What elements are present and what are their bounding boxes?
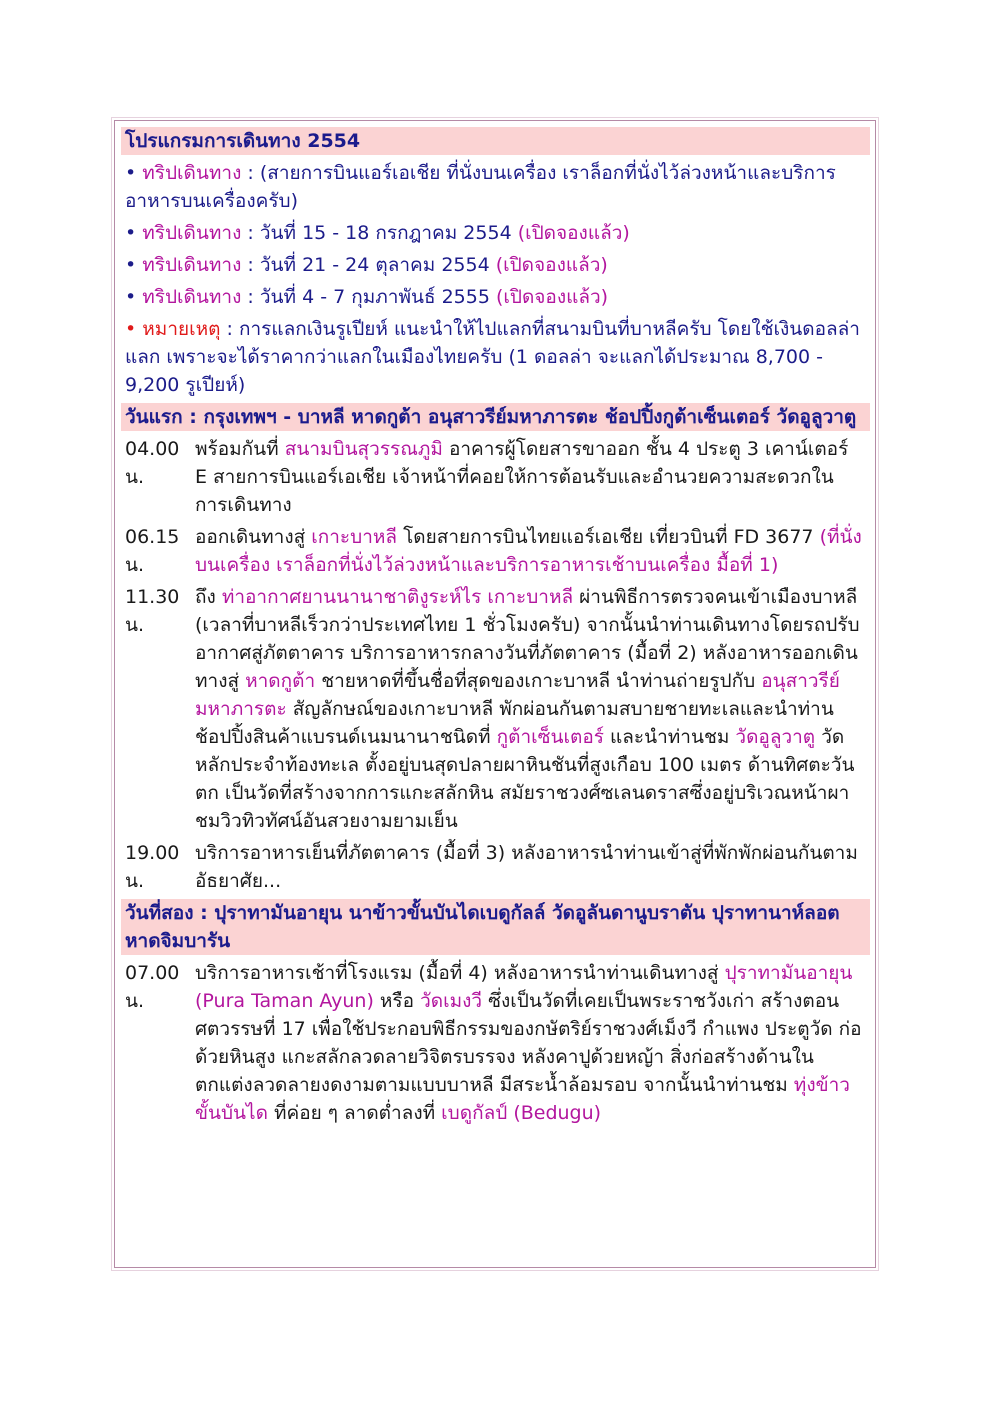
schedule-time: 07.00 น. — [125, 962, 180, 1012]
trip-label: ทริปเดินทาง — [142, 222, 242, 244]
text-segment: อาคารผู้โดยสารขาออก ชั้น 4 ประตู 3 เคาน์เตอร์ E สายการบินแอร์เอเชีย เจ้าหน้าที่คอยให้การต้อนรับและอำนวยความสะดวกในการเดินทาง — [195, 438, 849, 516]
text-segment: โดยสายการบินไทยแอร์เอเชีย เที่ยวบินที่ FD 3677 — [397, 526, 820, 548]
trip-status: (เปิดจองแล้ว) — [495, 286, 609, 308]
text-segment: ถึง — [195, 586, 222, 608]
text-segment: วัดหลักประจำท้องทะเล ตั้งอยู่บนสุดปลายผาหินชันที่สูงเกือบ 100 เมตร ด้านทิศตะวันตก เป็นวัดที่สร้างจากการแกะสลักหิน สมัยราชวงศ์ซเลนดราสซึ่งอยู่บริเวณหน้าผา ชมวิวทิวทัศน์อันสวยงามยามเย็น — [195, 726, 855, 832]
trip-text: (สายการบินแอร์เอเชีย ที่นั่งบนเครื่อง เราล็อกที่นั่งไว้ล่วงหน้าและบริการอาหารบนเครื่องครับ) — [125, 162, 836, 212]
day1-header: วันแรก : กรุงเทพฯ - บาหลี หาดกูต้า อนุสาวรีย์มหาภารตะ ช้อปปิ้งกูต้าเซ็นเตอร์ วัดอูลูวาตู — [121, 403, 870, 431]
place-highlight: อนุสาวรีย์มหาภารตะ — [195, 670, 840, 720]
trip-sep: : — [241, 162, 260, 184]
trip-label: ทริปเดินทาง — [142, 254, 242, 276]
trip-date: วันที่ 21 - 24 ตุลาคม 2554 — [259, 254, 496, 276]
schedule-time: 04.00 น. — [125, 438, 180, 488]
bullet-icon: • — [125, 318, 137, 340]
trip-status: (เปิดจองแล้ว) — [517, 222, 630, 244]
place-highlight: วัดอูลูวาตู — [735, 726, 816, 748]
schedule-row — [121, 523, 870, 579]
trip-bullet-3 — [121, 251, 870, 279]
day2-header: วันที่สอง : ปุราทามันอายุน นาข้าวขั้นบันไดเบดูกัลล์ วัดอูลันดานูบราตัน ปุราทานาห์ลอต หาดจิมบารัน — [121, 899, 870, 955]
schedule-text — [195, 523, 866, 579]
bullet-icon: • — [125, 222, 137, 244]
bullet-icon: • — [125, 162, 137, 184]
place-highlight: เบดูกัลป์ (Bedugu) — [441, 1102, 602, 1124]
schedule-time: 19.00 น. — [125, 842, 180, 892]
trip-sep: : — [241, 286, 260, 308]
meal-highlight: (ที่นั่งบนเครื่อง เราล็อกที่นั่งไว้ล่วงหน้าและบริการอาหารเช้าบนเครื่อง มื้อที่ 1) — [195, 526, 862, 576]
note-paragraph — [121, 315, 870, 399]
place-highlight: วัดเมงวี — [420, 990, 483, 1012]
trip-sep: : — [241, 222, 260, 244]
text-segment: บริการอาหารเย็นที่ภัตตาคาร (มื้อที่ 3) หลังอาหารนำท่านเข้าสู่ที่พักพักผ่อนกันตามอัธยาศัย... — [195, 842, 858, 892]
text-segment: และนำท่านชม — [603, 726, 736, 748]
text-segment: บริการอาหารเช้าที่โรงแรม (มื้อที่ 4) หลังอาหารนำท่านเดินทางสู่ — [195, 962, 725, 984]
trip-label: ทริปเดินทาง — [142, 162, 242, 184]
schedule-row — [121, 583, 870, 835]
trip-sep: : — [241, 254, 260, 276]
trip-date: วันที่ 4 - 7 กุมภาพันธ์ 2555 — [259, 286, 496, 308]
schedule-text — [195, 959, 866, 1127]
bullet-icon: • — [125, 286, 137, 308]
trip-status: (เปิดจองแล้ว) — [495, 254, 608, 276]
schedule-row — [121, 959, 870, 1127]
place-highlight: ปุราทามันอายุน (Pura Taman Ayun) — [195, 962, 853, 1012]
place-highlight: ทุ่งข้าวขั้นบันได — [195, 1074, 850, 1124]
place-highlight: กูต้าเซ็นเตอร์ — [496, 726, 604, 748]
note-text: : การแลกเงินรูเปียห์ แนะนำให้ไปแลกที่สนามบินที่บาหลีครับ โดยใช้เงินดอลล่าแลก เพราะจะได้ราคากว่าแลกในเมืองไทยครับ — [125, 318, 860, 368]
text-segment: ออกเดินทางสู่ — [195, 526, 312, 548]
text-segment: ชายหาดที่ขึ้นชื่อที่สุดของเกาะบาหลี นำท่านถ่ายรูปกับ — [315, 670, 762, 692]
schedule-row — [121, 839, 870, 895]
trip-bullet-2 — [121, 219, 870, 247]
program-title: โปรแกรมการเดินทาง 2554 — [121, 127, 870, 155]
schedule-time: 06.15 น. — [125, 526, 180, 576]
text-segment: สัญลักษณ์ของเกาะบาหลี พักผ่อนกันตามสบายชายทะเลและนำท่านช้อปปิ้งสินค้าแบรนด์เนมนานาชนิดที่ — [195, 698, 834, 748]
text-segment: พร้อมกันที่ — [195, 438, 285, 460]
itinerary-frame — [114, 120, 876, 1268]
schedule-row — [121, 435, 870, 519]
place-highlight: ท่าอากาศยานนานาชาติงูระห์ไร เกาะบาหลี — [221, 586, 574, 608]
place-highlight: เกาะบาหลี — [311, 526, 398, 548]
text-segment: ซึ่งเป็นวัดที่เคยเป็นพระราชวังเก่า สร้างตอนศตวรรษที่ 17 เพื่อใช้ประกอบพิธีกรรมของกษัตริย์ราชวงศ์เม็งวี กำแพง ประตูวัด ก่อด้วยหินสูง แกะสลักลวดลายวิจิตรบรรจง หลังคาปูด้วยหญ้า สิ่งก่อสร้างด้านใน ตกแต่งลวดลายงดงามตามแบบบาหลี มีสระน้ำล้อมรอบ จากนั้นนำท่านชม — [195, 990, 862, 1096]
note-label: หมายเหตุ — [142, 318, 221, 340]
bullet-icon: • — [125, 254, 137, 276]
schedule-text — [195, 583, 866, 835]
schedule-text — [195, 839, 866, 895]
note-rate: (1 ดอลล่า จะแลกได้ประมาณ 8,700 - 9,200 รูเปียห์) — [125, 346, 823, 396]
trip-bullet-1 — [121, 159, 870, 215]
text-segment: ผ่านพิธีการตรวจคนเข้าเมืองบาหลี (เวลาที่บาหลีเร็วกว่าประเทศไทย 1 ชั่วโมงครับ) จากนั้นนำท่านเดินทางโดยรถปรับอากาศสู่ภัตตาคาร บริการอาหารกลางวันที่ภัตตาคาร (มื้อที่ 2) หลังอาหารออกเดินทางสู่ — [195, 586, 860, 692]
place-highlight: หาดกูต้า — [245, 670, 316, 692]
text-segment: ที่ค่อย ๆ ลาดต่ำลงที่ — [267, 1102, 442, 1124]
place-highlight: สนามบินสุวรรณภูมิ — [284, 438, 443, 460]
text-segment: หรือ — [373, 990, 421, 1012]
trip-bullet-4 — [121, 283, 870, 311]
trip-label: ทริปเดินทาง — [142, 286, 242, 308]
schedule-time: 11.30 น. — [125, 586, 180, 636]
schedule-text — [195, 435, 866, 519]
trip-date: วันที่ 15 - 18 กรกฎาคม 2554 — [259, 222, 518, 244]
